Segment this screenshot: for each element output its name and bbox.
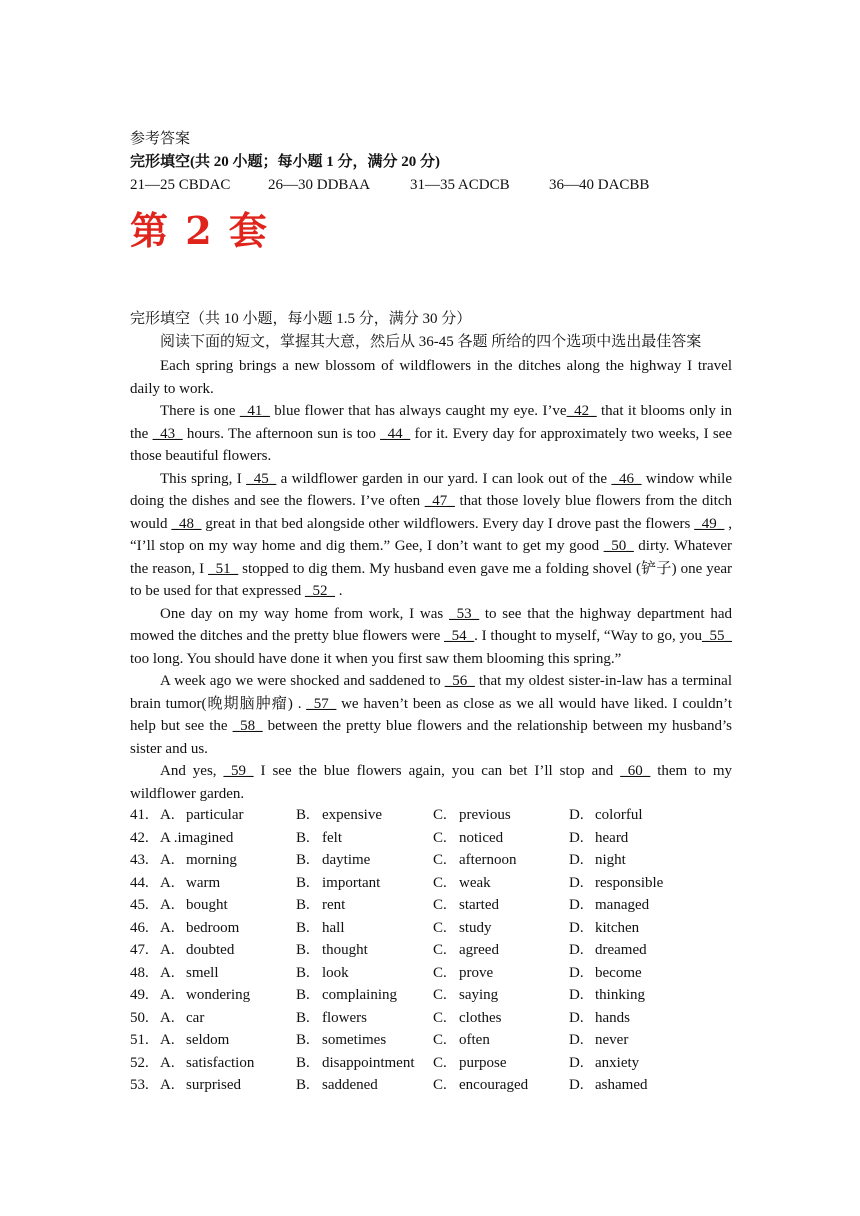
cloze-blank: _42_ [566,403,597,419]
passage-text: that my oldest sister-in-law has a terminal brain tumor(晚期脑肿瘤) . [130,673,732,712]
cloze-blank: _45_ [246,470,277,487]
cloze-blank: _43_ [152,425,183,442]
cloze-blank: _53_ [449,605,480,622]
option-b-text: disappointment [322,1054,415,1071]
option-b-text: complaining [322,987,397,1003]
option-b-text: rent [322,897,346,913]
passage-text: . I thought to myself, “Way to go, you [474,628,702,644]
question-row [130,939,750,962]
cloze-blank: _55_ [702,628,732,644]
passage-text: I see the blue flowers again, you can bet I’ll stop and [253,763,621,779]
option-c-text: saying [459,987,499,1003]
option-a-text: bought [186,897,228,913]
option-a-text: wondering [186,987,251,1003]
cloze-blank: _44_ [380,425,411,442]
cloze-blank: _46_ [611,470,642,487]
option-b-letter: B. [296,1054,310,1071]
ref-answer-label: 参考答案 [130,131,191,147]
option-d-letter: D. [569,1032,584,1048]
answer-group: 21—25 CBDAC [130,177,231,193]
cloze-blank: _52_ [304,583,335,599]
option-c-text: prove [459,964,494,981]
cloze-blank: _54_ [444,628,475,644]
question-row [130,872,750,895]
option-c-letter: C. [433,987,447,1003]
passage-text: that those lovely blue flowers from the ditch would [130,493,732,532]
option-c-text: noticed [459,829,504,846]
passage-text: window while doing the dishes and see the flowers. I’ve often [130,470,732,509]
question-row [130,1052,750,1075]
option-d-text: kitchen [595,919,640,936]
option-a-text: morning [186,852,237,868]
passage-text: dirty. Whatever the reason, I [130,538,732,577]
option-d-text: become [595,964,642,981]
question-row [130,804,750,827]
option-b-letter: B. [296,1077,310,1093]
section2-instruction: 阅读下面的短文，掌握其大意，然后从 36-45 各题 所给的四个选项中选出最佳答案 [160,334,702,350]
option-b-letter: B. [296,1032,310,1048]
question-number: 46. [130,919,149,936]
passage-paragraph [130,400,732,468]
option-c-letter: C. [433,1009,447,1026]
question-row [130,849,750,872]
passage-text: , “I’ll stop on my way home and dig them.” Gee, I don’t want to get my good [130,515,732,554]
cloze-blank: _41_ [239,403,270,419]
option-a-text: seldom [186,1032,230,1048]
option-b-letter: B. [296,987,310,1003]
question-number: 45. [130,897,149,913]
option-b-text: hall [322,919,345,936]
option-c-text: afternoon [459,852,517,868]
passage-text: Each spring brings a new blossom of wildflowers in the ditches along the highway I travel daily to work. [130,358,732,397]
option-a-text: surprised [186,1077,241,1093]
option-c-text: clothes [459,1009,502,1026]
option-b-letter: B. [296,1009,310,1026]
option-b-letter: B. [296,942,310,958]
option-b-letter: B. [296,852,310,868]
section1-title: 完形填空(共 20 小题；每小题 1 分，满分 20 分) [130,154,440,170]
option-c-text: started [459,897,499,913]
option-b-letter: B. [296,919,310,936]
option-d-letter: D. [569,1077,584,1093]
cloze-blank: _48_ [171,515,202,532]
option-b-text: flowers [322,1009,367,1026]
option-d-text: hands [595,1009,630,1026]
question-row [130,917,750,940]
option-c-text: purpose [459,1054,507,1071]
option-a-letter: A. [160,874,175,891]
option-a-letter: A. [160,897,175,913]
option-b-letter: B. [296,897,310,913]
option-d-letter: D. [569,964,584,981]
question-row [130,1007,750,1030]
passage-paragraph [130,603,732,671]
option-c-letter: C. [433,919,447,936]
option-c-letter: C. [433,1032,447,1048]
option-d-text: anxiety [595,1054,640,1071]
option-a-letter: A .imagined [160,829,234,846]
option-b-text: look [322,964,349,981]
option-d-text: managed [595,897,650,913]
option-b-letter: B. [296,829,310,846]
option-b-letter: B. [296,964,310,981]
cloze-blank: _59_ [223,763,254,779]
option-c-letter: C. [433,874,447,891]
question-row [130,894,750,917]
question-number: 51. [130,1032,149,1048]
set-title: 第 2 套 [130,208,269,253]
option-a-letter: A. [160,807,175,823]
cloze-blank: _56_ [444,673,475,689]
option-a-letter: A. [160,942,175,958]
passage-text: too long. You should have done it when you first saw them blooming this spring.” [130,650,622,667]
passage-text: blue flower that has always caught my eye. I’ve [269,403,567,419]
option-c-text: previous [459,807,511,823]
option-d-letter: D. [569,987,584,1003]
question-row [130,1029,750,1052]
section2-title: 完形填空（共 10 小题，每小题 1.5 分，满分 30 分） [130,311,472,327]
question-row [130,1074,750,1097]
option-a-letter: A. [160,852,175,868]
option-d-letter: D. [569,829,584,846]
option-d-text: thinking [595,987,646,1003]
option-a-letter: A. [160,919,175,936]
option-b-letter: B. [296,874,310,891]
passage-text: that it blooms only in the [130,403,732,442]
question-number: 41. [130,807,149,823]
passage-text: This spring, I [160,470,247,487]
cloze-blank: _58_ [232,718,263,734]
passage-paragraph [130,670,732,760]
passage-text: them to my wildflower garden. [130,763,732,802]
option-c-text: encouraged [459,1077,529,1093]
option-c-letter: C. [433,897,447,913]
option-d-letter: D. [569,874,584,891]
option-d-text: night [595,852,626,868]
question-number: 43. [130,852,149,868]
option-d-letter: D. [569,897,584,913]
answer-group: 26—30 DDBAA [268,177,371,193]
option-c-letter: C. [433,807,447,823]
option-b-text: expensive [322,807,382,823]
option-a-letter: A. [160,1077,175,1093]
option-a-text: satisfaction [186,1054,255,1071]
option-b-text: thought [322,942,368,958]
option-b-text: saddened [322,1077,378,1093]
passage-paragraph [130,468,732,603]
option-c-letter: C. [433,964,447,981]
passage-text: And yes, [160,763,224,779]
question-row [130,984,750,1007]
option-a-text: smell [186,964,219,981]
option-b-letter: B. [296,807,310,823]
option-b-text: important [322,874,381,891]
passage-text: . [334,583,343,599]
passage-text: There is one [160,403,240,419]
passage-text: stopped to dig them. My husband even gave me a folding shovel (铲子) one year to be used for that expressed [130,560,733,599]
option-d-letter: D. [569,919,584,936]
option-a-letter: A. [160,964,175,981]
option-b-text: felt [322,829,342,846]
passage-paragraph [130,355,732,400]
cloze-blank: _49_ [694,515,725,532]
cloze-blank: _50_ [603,538,634,554]
option-b-text: sometimes [322,1032,387,1048]
option-d-text: ashamed [595,1077,648,1093]
question-number: 47. [130,942,149,958]
answer-group: 31—35 ACDCB [410,177,510,193]
option-a-letter: A. [160,1054,175,1071]
passage-text: A week ago we were shocked and saddened to [160,673,445,689]
option-a-letter: A. [160,1009,175,1026]
passage-text: between the pretty blue flowers and the relationship between my husband’s sister and us. [130,718,732,757]
option-c-letter: C. [433,829,447,846]
option-a-text: car [186,1009,205,1026]
question-row [130,962,750,985]
passage-text: One day on my way home from work, I was [160,605,450,622]
question-number: 50. [130,1009,149,1026]
passage-text: to see that the highway department had mowed the ditches and the pretty blue flowers were [130,605,732,644]
passage-text: great in that bed alongside other wildflowers. Every day I drove past the flowers [201,515,695,532]
question-number: 53. [130,1077,149,1093]
option-c-letter: C. [433,1054,447,1071]
question-number: 42. [130,829,149,846]
option-d-letter: D. [569,942,584,958]
option-c-text: weak [459,874,491,891]
option-a-text: doubted [186,942,235,958]
cloze-blank: _57_ [306,695,337,712]
option-d-letter: D. [569,807,584,823]
cloze-blank: _47_ [424,493,455,509]
question-number: 52. [130,1054,149,1071]
option-a-text: particular [186,807,244,823]
option-a-letter: A. [160,987,175,1003]
option-a-text: warm [186,874,221,891]
option-d-letter: D. [569,1009,584,1026]
question-number: 44. [130,874,149,891]
option-c-letter: C. [433,1077,447,1093]
cloze-passage [130,355,732,805]
option-a-text: bedroom [186,919,240,936]
question-row [130,827,750,850]
passage-paragraph [130,760,732,805]
passage-text: a wildflower garden in our yard. I can look out of the [276,470,612,487]
cloze-blank: _60_ [620,763,651,779]
option-c-text: agreed [459,942,499,958]
option-d-text: dreamed [595,942,647,958]
option-c-letter: C. [433,942,447,958]
option-c-letter: C. [433,852,447,868]
question-number: 49. [130,987,149,1003]
option-d-text: colorful [595,807,643,823]
option-a-letter: A. [160,1032,175,1048]
question-number: 48. [130,964,149,981]
option-d-text: responsible [595,874,664,891]
passage-text: we haven’t been as close as we all would have liked. I couldn’t help but see the [130,695,732,734]
option-d-letter: D. [569,1054,584,1071]
question-options [130,804,750,1097]
passage-text: hours. The afternoon sun is too [182,425,381,442]
passage-text: for it. Every day for approximately two weeks, I see those beautiful flowers. [130,425,733,464]
option-d-text: heard [595,829,629,846]
option-d-letter: D. [569,852,584,868]
option-c-text: often [459,1032,490,1048]
option-d-text: never [595,1032,629,1048]
option-b-text: daytime [322,852,371,868]
answer-group: 36—40 DACBB [549,177,650,193]
option-c-text: study [459,919,492,936]
cloze-blank: _51_ [208,560,239,577]
